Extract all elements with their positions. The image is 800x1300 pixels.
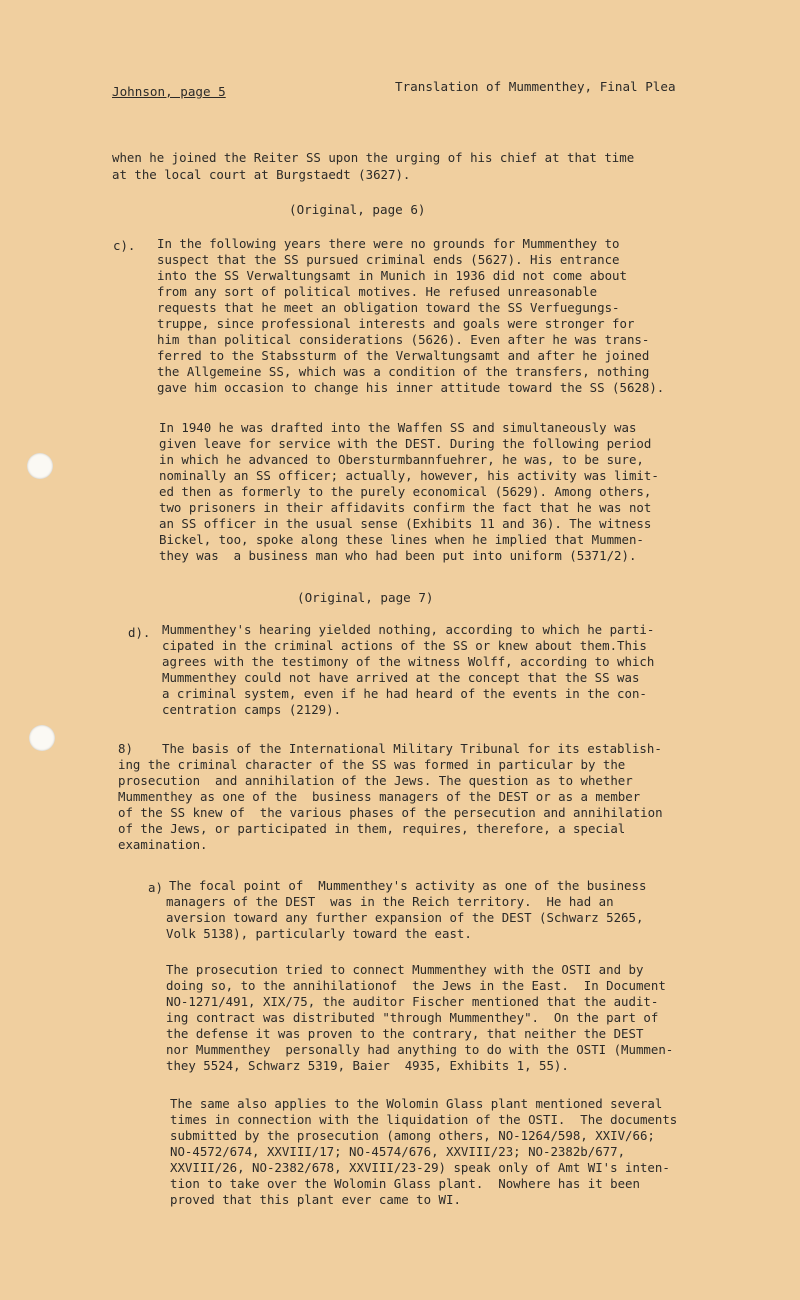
text-line: ed then as formerly to the purely economical (5629). Among others, xyxy=(159,484,652,499)
text-line: ferred to the Stabssturm of the Verwaltungsamt and after he joined xyxy=(157,348,650,363)
text-line: submitted by the prosecution (among others, NO-1264/598, XXIV/66; xyxy=(170,1128,655,1143)
text-line: into the SS Verwaltungsamt in Munich in 1936 did not come about xyxy=(157,268,627,283)
text-line: The focal point of Mummenthey's activity as one of the business xyxy=(169,878,647,893)
original-page-caption: (Original, page 7) xyxy=(297,590,434,605)
text-line: truppe, since professional interests and goals were stronger for xyxy=(157,316,635,331)
text-line: of the SS knew of the various phases of the persecution and annihilation xyxy=(118,805,663,820)
text-line: cipated in the criminal actions of the SS or knew about them.This xyxy=(162,638,647,653)
text-line: proved that this plant ever came to WI. xyxy=(170,1192,461,1207)
paragraph-label: c). xyxy=(113,238,136,253)
text-line: NO-1271/491, XIX/75, the auditor Fischer mentioned that the audit- xyxy=(166,994,659,1009)
text-line: from any sort of political motives. He refused unreasonable xyxy=(157,284,598,299)
text-line: Volk 5138), particularly toward the east. xyxy=(166,926,472,941)
text-line: centration camps (2129). xyxy=(162,702,342,717)
text-line: an SS officer in the usual sense (Exhibits 11 and 36). The witness xyxy=(159,516,652,531)
text-line: agrees with the testimony of the witness Wolff, according to which xyxy=(162,654,655,669)
text-line: doing so, to the annihilationof the Jews in the East. In Document xyxy=(166,978,666,993)
header-right: Translation of Mummenthey, Final Plea xyxy=(395,79,676,94)
text-line: prosecution and annihilation of the Jews. The question as to whether xyxy=(118,773,633,788)
text-line: aversion toward any further expansion of the DEST (Schwarz 5265, xyxy=(166,910,644,925)
text-line: nominally an SS officer; actually, however, his activity was limit- xyxy=(159,468,659,483)
paragraph-label: d). xyxy=(128,625,151,640)
text-line: In the following years there were no grounds for Mummenthey to xyxy=(157,236,620,251)
text-line: ing the criminal character of the SS was formed in particular by the xyxy=(118,757,626,772)
text-line: Mummenthey's hearing yielded nothing, according to which he parti- xyxy=(162,622,655,637)
text-line: given leave for service with the DEST. During the following period xyxy=(159,436,652,451)
text-line: times in connection with the liquidation of the OSTI. The documents xyxy=(170,1112,678,1127)
text-line: nor Mummenthey personally had anything to do with the OSTI (Mummen- xyxy=(166,1042,674,1057)
text-line: NO-4572/674, XXVIII/17; NO-4574/676, XXVIII/23; NO-2382b/677, xyxy=(170,1144,626,1159)
text-line: examination. xyxy=(118,837,208,852)
text-line: XXVIII/26, NO-2382/678, XXVIII/23-29) speak only of Amt WI's inten- xyxy=(170,1160,670,1175)
paragraph-label: 8) xyxy=(118,741,133,756)
text-line: the defense it was proven to the contrary, that neither the DEST xyxy=(166,1026,644,1041)
text-line: at the local court at Burgstaedt (3627). xyxy=(112,167,411,182)
text-line: they 5524, Schwarz 5319, Baier 4935, Exhibits 1, 55). xyxy=(166,1058,569,1073)
text-line: suspect that the SS pursued criminal ends (5627). His entrance xyxy=(157,252,620,267)
text-line: The prosecution tried to connect Mummenthey with the OSTI and by xyxy=(166,962,644,977)
text-line: two prisoners in their affidavits confirm the fact that he was not xyxy=(159,500,652,515)
text-line: the Allgemeine SS, which was a condition of the transfers, nothing xyxy=(157,364,650,379)
text-line: in which he advanced to Obersturmbannfuehrer, he was, to be sure, xyxy=(159,452,644,467)
text-line: they was a business man who had been put into uniform (5371/2). xyxy=(159,548,637,563)
text-line: tion to take over the Wolomin Glass plant. Nowhere has it been xyxy=(170,1176,640,1191)
text-line: In 1940 he was drafted into the Waffen SS and simultaneously was xyxy=(159,420,637,435)
text-line: gave him occasion to change his inner attitude toward the SS (5628). xyxy=(157,380,665,395)
text-line: of the Jews, or participated in them, requires, therefore, a special xyxy=(118,821,626,836)
text-line: The basis of the International Military Tribunal for its establish- xyxy=(162,741,662,756)
text-line: Mummenthey could not have arrived at the concept that the SS was xyxy=(162,670,640,685)
text-line: when he joined the Reiter SS upon the urging of his chief at that time xyxy=(112,150,635,165)
text-line: him than political considerations (5626). Even after he was trans- xyxy=(157,332,650,347)
original-page-caption: (Original, page 6) xyxy=(289,202,426,217)
text-line: a criminal system, even if he had heard of the events in the con- xyxy=(162,686,647,701)
text-line: ing contract was distributed "through Mummenthey". On the part of xyxy=(166,1010,659,1025)
punch-hole-top xyxy=(27,453,53,479)
text-line: The same also applies to the Wolomin Glass plant mentioned several xyxy=(170,1096,663,1111)
text-line: Mummenthey as one of the business managers of the DEST or as a member xyxy=(118,789,641,804)
punch-hole-bottom xyxy=(29,725,55,751)
text-line: Bickel, too, spoke along these lines when he implied that Mummen- xyxy=(159,532,644,547)
text-line: requests that he meet an obligation toward the SS Verfuegungs- xyxy=(157,300,620,315)
header-left: Johnson, page 5 xyxy=(112,84,226,99)
text-line: managers of the DEST was in the Reich territory. He had an xyxy=(166,894,614,909)
paragraph-label: a) xyxy=(148,880,163,895)
